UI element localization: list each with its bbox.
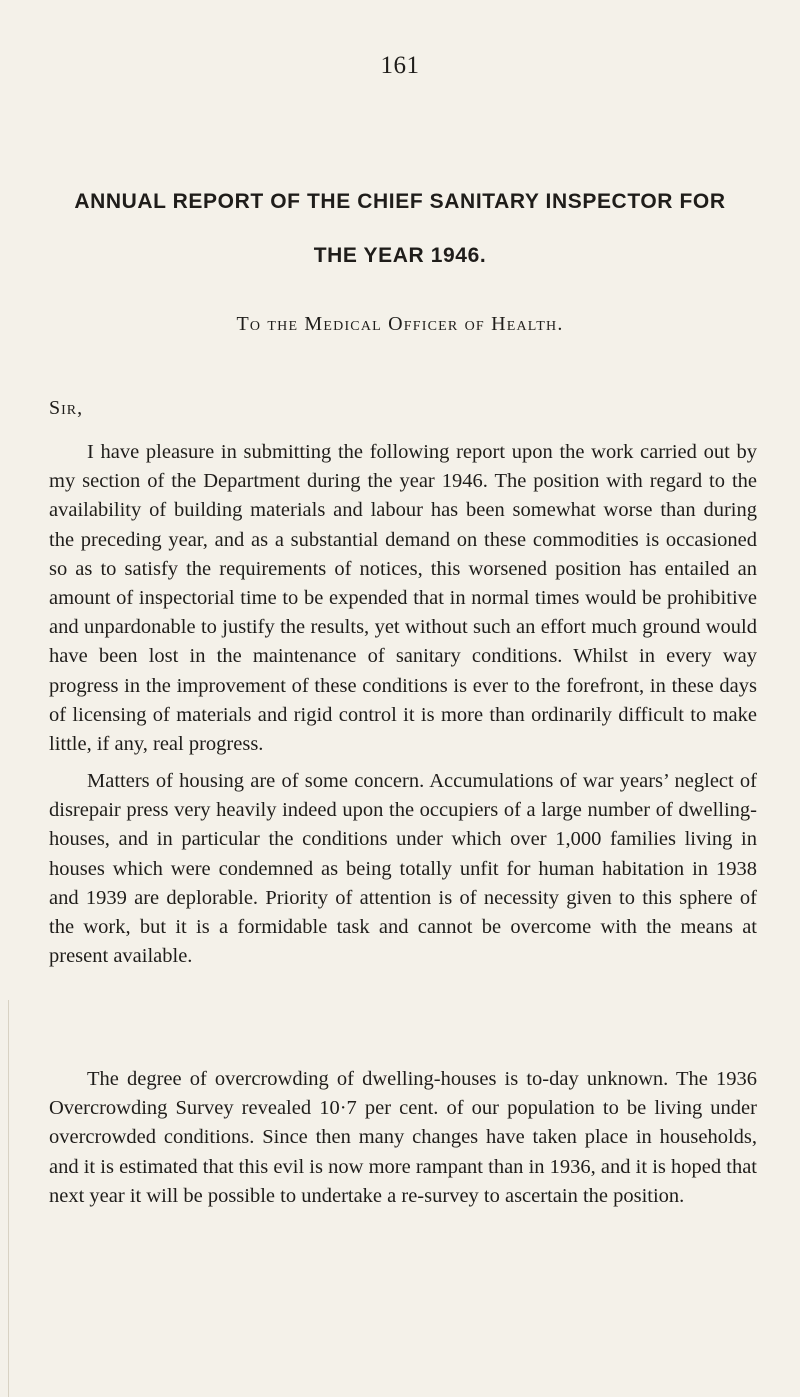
- page-number: 161: [380, 52, 420, 79]
- paragraph-2: Matters of housing are of some concern. Accumulations of war years’ neglect of disrepair press very heavily indeed upon the occupiers of a large number of dwelling-houses, and in particular the conditions under which over 1,000 families living in houses which were condemned as being totally unfit for human habitation in 1938 and 1939 are deplorable. Priority of attention is of necessity given to this sphere of the work, but it is a formidable task and cannot be overcome with the means at present available.: [49, 770, 757, 968]
- addressee-line: To the Medical Officer of Health.: [236, 313, 564, 335]
- salutation: Sir,: [49, 397, 84, 419]
- report-title-line-2: THE YEAR 1946.: [313, 244, 487, 267]
- report-title-line-1: ANNUAL REPORT OF THE CHIEF SANITARY INSPECTOR FOR: [74, 190, 726, 213]
- paragraph-3: The degree of overcrowding of dwelling-houses is to-day unknown. The 1936 Overcrowding Survey revealed 10·7 per cent. of our population to be living under overcrowded conditions. Since then many changes have taken place in households, and it is estimated that this evil is now more rampant than in 1936, and it is hoped that next year it will be possible to undertake a re-survey to ascertain the position.: [49, 1068, 757, 1207]
- page-edge-shadow: [8, 1000, 9, 1397]
- paragraph-1: I have pleasure in submitting the following report upon the work carried out by my section of the Department during the year 1946. The position with regard to the availability of building materials and labour has been somewhat worse than during the preceding year, and as a substantial demand on these commodities is occasioned so as to satisfy the requirements of notices, this worsened position has entailed an amount of inspectorial time to be expended that in normal times would be prohibitive and unpardonable to justify the results, yet without such an effort much ground would have been lost in the maintenance of sanitary conditions. Whilst in every way progress in the improvement of these conditions is ever to the forefront, in these days of licensing of materials and rigid control it is more than ordinarily difficult to make little, if any, real progress.: [49, 441, 757, 756]
